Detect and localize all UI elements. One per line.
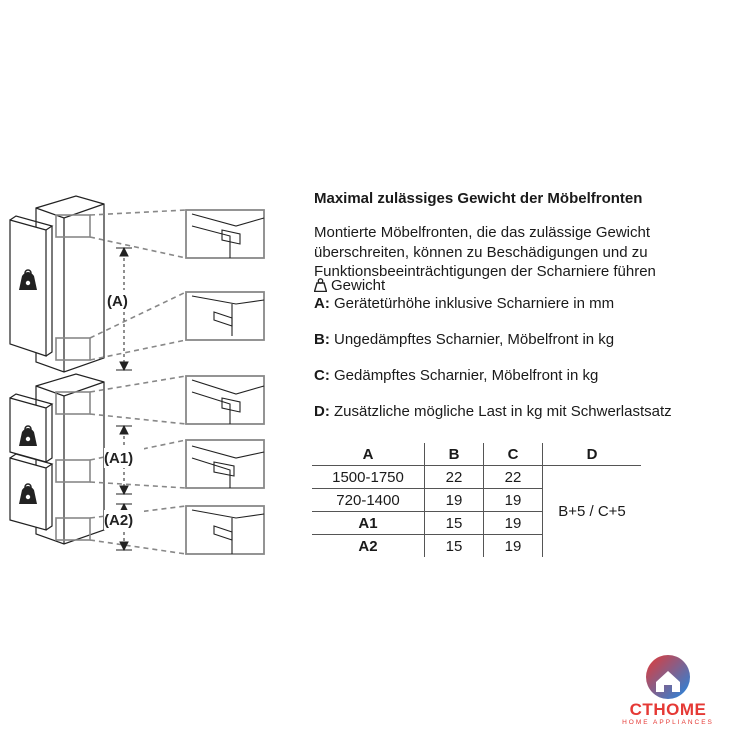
- legend-c: [314, 367, 598, 384]
- legend-weight-label: Gewicht: [331, 277, 386, 294]
- table-cell: A2: [358, 537, 378, 555]
- house-logo-icon: [606, 652, 730, 702]
- legend-a: [314, 295, 614, 312]
- dimension-label-a2: (A2): [104, 512, 134, 529]
- legend-d: [314, 403, 672, 420]
- table-header: A: [312, 443, 425, 466]
- table-cell: 19: [484, 535, 543, 558]
- table-cell: 22: [425, 466, 484, 489]
- legend-b-key: B:: [314, 331, 330, 348]
- legend-b: [314, 331, 614, 348]
- weight-table: [312, 443, 641, 557]
- table-cell-d-value: B+5 / C+5: [543, 466, 642, 558]
- table-cell: 19: [484, 489, 543, 512]
- table-cell: 720-1400: [312, 489, 425, 512]
- legend-d-key: D:: [314, 403, 330, 420]
- table-header-row: [312, 443, 641, 466]
- page-title: Maximal zulässiges Gewicht der Möbelfronten: [314, 190, 643, 207]
- table-cell: A1: [312, 512, 425, 535]
- logo-subtitle: HOME APPLIANCES: [622, 719, 714, 726]
- fridge-hinge-diagram: [0, 0, 300, 600]
- dimension-label-a1: (A1): [104, 450, 134, 467]
- brand-logo: [606, 652, 730, 732]
- weight-icon: [314, 278, 327, 292]
- table-header: B: [425, 443, 484, 466]
- table-header: C: [484, 443, 543, 466]
- table-cell: 19: [484, 512, 543, 535]
- table-header: D: [543, 443, 642, 466]
- legend-a-key: A:: [314, 295, 330, 312]
- intro-text: Montierte Möbelfronten, die das zulässige Gewicht überschreiten, können zu Beschädigungen und zu Funktionsbeeinträchtigungen der Scharniere führen: [314, 224, 656, 280]
- table-cell: 15: [425, 535, 484, 558]
- table-cell: 22: [484, 466, 543, 489]
- table-cell: 1500-1750: [312, 466, 425, 489]
- legend-b-text: Ungedämpftes Scharnier, Möbelfront in kg: [329, 331, 615, 348]
- table-cell: 19: [425, 489, 484, 512]
- legend-a-text: Gerätetürhöhe inklusive Scharniere in mm: [329, 295, 615, 312]
- legend-weight: [314, 277, 385, 294]
- legend-d-text: Zusätzliche mögliche Last in kg mit Schwerlastsatz: [329, 403, 672, 420]
- legend-c-text: Gedämpftes Scharnier, Möbelfront in kg: [329, 367, 599, 384]
- table-row: [312, 466, 641, 489]
- table-cell: 15: [425, 512, 484, 535]
- logo-wordmark: CTHOME: [629, 700, 707, 719]
- legend-c-key: C:: [314, 367, 330, 384]
- dimension-label-a: (A): [107, 293, 128, 310]
